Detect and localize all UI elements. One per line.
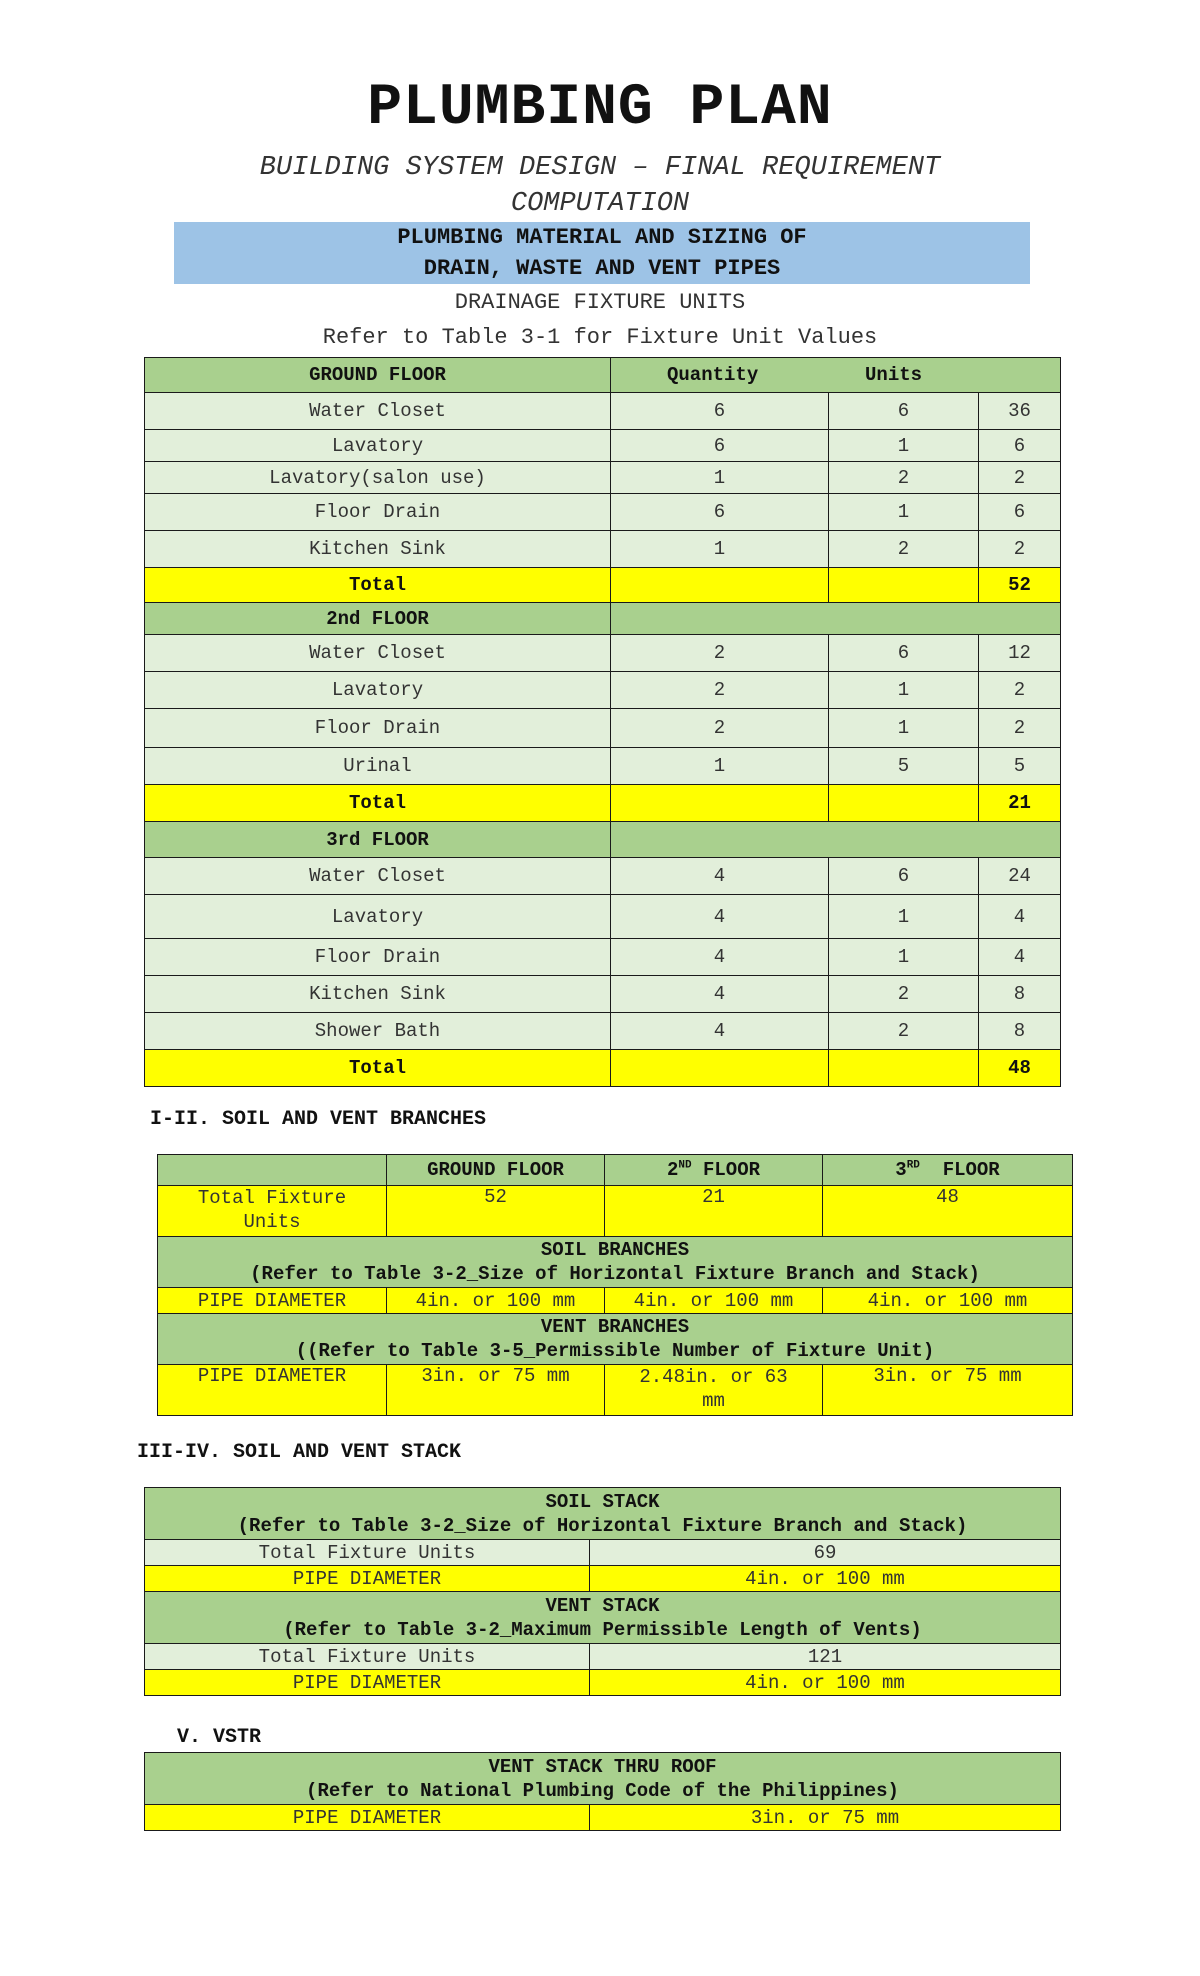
total-row	[145, 568, 1061, 603]
fixture-name: Lavatory(salon use)	[145, 462, 611, 494]
table-row	[145, 895, 1061, 939]
table-row	[145, 858, 1061, 895]
fixture-qty: 2	[611, 672, 829, 709]
total-fixture-units-row	[158, 1186, 1073, 1237]
table-row	[145, 939, 1061, 976]
soil-stack-tfu-row	[145, 1540, 1061, 1566]
fixture-unit: 2	[829, 531, 979, 568]
fixture-total: 6	[979, 494, 1061, 531]
fixture-unit: 2	[829, 976, 979, 1013]
fixture-name: Urinal	[145, 748, 611, 785]
soil-stack-label: SOIL STACK	[545, 1490, 660, 1513]
soil-vent-branches-table	[157, 1154, 1073, 1416]
fixture-unit: 5	[829, 748, 979, 785]
stack-heading: III-IV. SOIL AND VENT STACK	[137, 1441, 462, 1464]
vstr-ref: (Refer to National Plumbing Code of the Philippines)	[306, 1779, 899, 1802]
fixture-qty: 2	[611, 635, 829, 672]
tfu-label-line-1: Total Fixture	[197, 1187, 347, 1209]
vent-stack-pipe-value: 4in. or 100 mm	[590, 1670, 1061, 1696]
soil-stack-tfu-value: 69	[590, 1540, 1061, 1566]
soil-pipe-diameter-row	[158, 1288, 1073, 1314]
fixture-total: 6	[979, 430, 1061, 462]
fixture-qty: 6	[611, 430, 829, 462]
second-floor-col	[605, 1155, 823, 1186]
vent-branches-title-row	[158, 1314, 1073, 1365]
fixture-name: Floor Drain	[145, 709, 611, 748]
fixture-name: Floor Drain	[145, 494, 611, 531]
fixture-unit: 1	[829, 895, 979, 939]
vent-branches-label: VENT BRANCHES	[540, 1316, 690, 1338]
tfu-label	[158, 1186, 387, 1237]
tfu-second: 21	[605, 1186, 823, 1237]
vent-stack-pipe-row	[145, 1670, 1061, 1696]
table-header-row	[145, 358, 1061, 393]
second-floor-sup: ND	[678, 1159, 692, 1172]
soil-stack-pipe-row	[145, 1566, 1061, 1592]
fixture-qty: 2	[611, 709, 829, 748]
fixture-total: 2	[979, 672, 1061, 709]
ground-total-value: 52	[979, 568, 1061, 603]
table-row	[145, 1013, 1061, 1050]
table-row	[145, 430, 1061, 462]
soil-stack-pipe-value: 4in. or 100 mm	[590, 1566, 1061, 1592]
vent-stack-pipe-label: PIPE DIAMETER	[145, 1670, 590, 1696]
soil-branches-title-row	[158, 1237, 1073, 1288]
refer-caption: Refer to Table 3-1 for Fixture Unit Values	[322, 325, 878, 350]
table-row	[145, 494, 1061, 531]
ground-floor-col: GROUND FLOOR	[387, 1155, 605, 1186]
floor-header-row	[145, 603, 1061, 635]
banner-line-1: PLUMBING MATERIAL AND SIZING OF	[397, 225, 807, 250]
total-label: Total	[145, 785, 611, 822]
fixture-name: Kitchen Sink	[145, 976, 611, 1013]
soil-branches-label: SOIL BRANCHES	[540, 1239, 690, 1261]
vent-stack-tfu-value: 121	[590, 1644, 1061, 1670]
third-floor-col	[823, 1155, 1073, 1186]
vstr-table	[144, 1752, 1061, 1831]
vstr-pipe-row	[145, 1805, 1061, 1831]
soil-branches-title	[158, 1237, 1073, 1288]
vent-stack-tfu-row	[145, 1644, 1061, 1670]
soil-pipe-second: 4in. or 100 mm	[605, 1288, 823, 1314]
second-total-value: 21	[979, 785, 1061, 822]
soil-stack-pipe-label: PIPE DIAMETER	[145, 1566, 590, 1592]
fixture-unit: 1	[829, 709, 979, 748]
fixture-name: Lavatory	[145, 672, 611, 709]
fixture-qty: 4	[611, 895, 829, 939]
soil-stack-title-row	[145, 1488, 1061, 1540]
fixture-unit: 2	[829, 1013, 979, 1050]
fixture-total: 2	[979, 531, 1061, 568]
fixture-total: 8	[979, 1013, 1061, 1050]
fixture-name: Shower Bath	[145, 1013, 611, 1050]
fixture-name: Lavatory	[145, 430, 611, 462]
second-floor-num: 2	[666, 1159, 679, 1181]
vent-pipe-label: PIPE DIAMETER	[158, 1365, 387, 1416]
tfu-label-line-2: Units	[243, 1211, 301, 1233]
fixture-total: 24	[979, 858, 1061, 895]
vstr-pipe-value: 3in. or 75 mm	[590, 1805, 1061, 1831]
quantity-units-header	[611, 358, 1061, 393]
total-row	[145, 785, 1061, 822]
fixture-unit: 1	[829, 430, 979, 462]
tfu-third: 48	[823, 1186, 1073, 1237]
fixture-name: Water Closet	[145, 858, 611, 895]
subtitle-line-1: BUILDING SYSTEM DESIGN – FINAL REQUIREMENT	[259, 153, 941, 183]
subtitle-line-2: COMPUTATION	[510, 189, 690, 219]
fixture-name: Water Closet	[145, 635, 611, 672]
fixture-qty: 6	[611, 393, 829, 430]
table-row	[145, 976, 1061, 1013]
vstr-pipe-label: PIPE DIAMETER	[145, 1805, 590, 1831]
vent-stack-label: VENT STACK	[545, 1594, 660, 1617]
table-row	[145, 748, 1061, 785]
second-floor-word: FLOOR	[703, 1159, 761, 1181]
soil-stack-tfu-label: Total Fixture Units	[145, 1540, 590, 1566]
total-row	[145, 1050, 1061, 1087]
vent-stack-title	[145, 1592, 1061, 1644]
soil-pipe-third: 4in. or 100 mm	[823, 1288, 1073, 1314]
soil-stack-ref: (Refer to Table 3-2_Size of Horizontal Fixture Branch and Stack)	[237, 1514, 968, 1537]
fixture-total: 8	[979, 976, 1061, 1013]
page-title: PLUMBING PLAN	[367, 76, 833, 141]
branches-header-row	[158, 1155, 1073, 1186]
fixture-qty: 1	[611, 462, 829, 494]
fixture-name: Water Closet	[145, 393, 611, 430]
fixture-total: 5	[979, 748, 1061, 785]
drainage-fixture-table	[144, 357, 1061, 1087]
fixture-unit: 6	[829, 393, 979, 430]
third-floor-header: 3rd FLOOR	[145, 822, 611, 858]
total-label: Total	[145, 1050, 611, 1087]
units-header: Units	[865, 364, 923, 386]
banner-line-2: DRAIN, WASTE AND VENT PIPES	[423, 256, 781, 281]
third-floor-word: FLOOR	[942, 1159, 1000, 1181]
subtitle	[150, 150, 1050, 222]
vent-stack-ref: (Refer to Table 3-2_Maximum Permissible Length of Vents)	[283, 1618, 922, 1641]
total-label: Total	[145, 568, 611, 603]
vent-stack-title-row	[145, 1592, 1061, 1644]
table-row	[145, 635, 1061, 672]
vent-pipe-diameter-row	[158, 1365, 1073, 1416]
fixture-unit: 6	[829, 635, 979, 672]
section-banner	[174, 222, 1030, 284]
ground-floor-header: GROUND FLOOR	[145, 358, 611, 393]
drainage-caption: DRAINAGE FIXTURE UNITS	[454, 290, 746, 315]
soil-pipe-ground: 4in. or 100 mm	[387, 1288, 605, 1314]
vstr-title-row	[145, 1753, 1061, 1805]
vstr-title	[145, 1753, 1061, 1805]
second-floor-header: 2nd FLOOR	[145, 603, 611, 635]
fixture-qty: 4	[611, 976, 829, 1013]
fixture-unit: 6	[829, 858, 979, 895]
tfu-ground: 52	[387, 1186, 605, 1237]
vent-pipe-second-line-2: mm	[702, 1390, 725, 1412]
fixture-unit: 1	[829, 672, 979, 709]
fixture-name: Kitchen Sink	[145, 531, 611, 568]
table-row	[145, 709, 1061, 748]
fixture-name: Lavatory	[145, 895, 611, 939]
table-row	[145, 531, 1061, 568]
fixture-total: 12	[979, 635, 1061, 672]
fixture-unit: 1	[829, 939, 979, 976]
soil-branches-ref: (Refer to Table 3-2_Size of Horizontal Fixture Branch and Stack)	[250, 1263, 980, 1285]
quantity-header: Quantity	[667, 364, 759, 386]
fixture-total: 36	[979, 393, 1061, 430]
fixture-name: Floor Drain	[145, 939, 611, 976]
third-floor-sup: RD	[906, 1159, 920, 1172]
fixture-qty: 4	[611, 939, 829, 976]
vent-branches-ref: ((Refer to Table 3-5_Permissible Number of Fixture Unit)	[295, 1340, 935, 1362]
fixture-total: 4	[979, 939, 1061, 976]
fixture-total: 4	[979, 895, 1061, 939]
vent-pipe-ground: 3in. or 75 mm	[387, 1365, 605, 1416]
fixture-unit: 2	[829, 462, 979, 494]
vent-pipe-second	[605, 1365, 823, 1416]
soil-vent-stack-table	[144, 1487, 1061, 1696]
vent-pipe-third: 3in. or 75 mm	[823, 1365, 1073, 1416]
fixture-qty: 6	[611, 494, 829, 531]
fixture-qty: 4	[611, 1013, 829, 1050]
fixture-total: 2	[979, 462, 1061, 494]
table-row	[145, 393, 1061, 430]
fixture-unit: 1	[829, 494, 979, 531]
branches-heading: I-II. SOIL AND VENT BRANCHES	[150, 1108, 487, 1131]
vent-stack-tfu-label: Total Fixture Units	[145, 1644, 590, 1670]
fixture-qty: 1	[611, 748, 829, 785]
vstr-label: VENT STACK THRU ROOF	[488, 1755, 717, 1778]
floor-header-row	[145, 822, 1061, 858]
vent-branches-title	[158, 1314, 1073, 1365]
third-floor-num: 3	[895, 1159, 907, 1181]
table-row	[145, 462, 1061, 494]
fixture-qty: 1	[611, 531, 829, 568]
third-total-value: 48	[979, 1050, 1061, 1087]
fixture-total: 2	[979, 709, 1061, 748]
vent-pipe-second-line-1: 2.48in. or 63	[639, 1366, 788, 1388]
soil-pipe-label: PIPE DIAMETER	[158, 1288, 387, 1314]
soil-stack-title	[145, 1488, 1061, 1540]
vstr-heading: V. VSTR	[177, 1726, 262, 1749]
table-row	[145, 672, 1061, 709]
fixture-qty: 4	[611, 858, 829, 895]
